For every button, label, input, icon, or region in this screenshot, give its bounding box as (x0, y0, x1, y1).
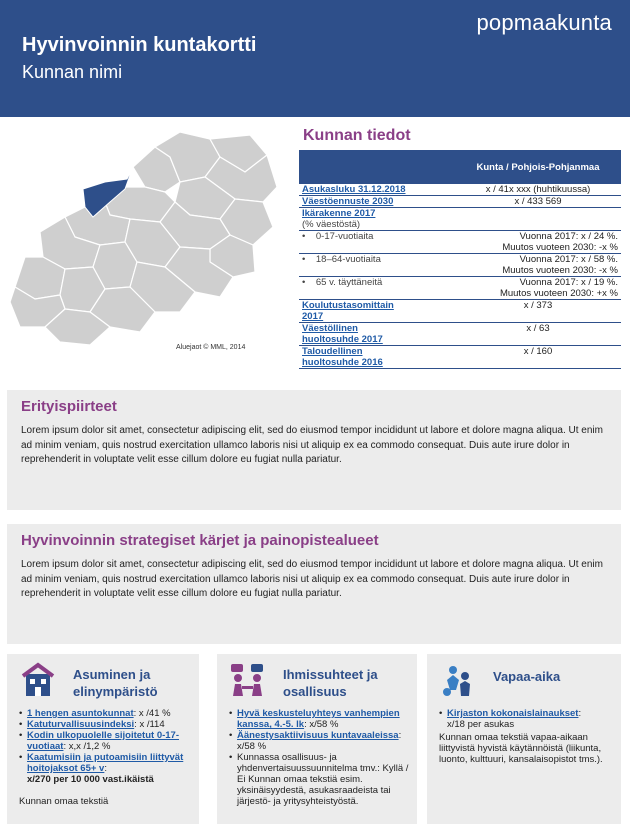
table-cell-value: Vuonna 2017: x / 58 %. (519, 254, 618, 265)
card-title-line: Asuminen ja (73, 667, 151, 682)
indicator-list (229, 708, 409, 807)
table-row (299, 346, 621, 369)
kunnan-tiedot-table (299, 150, 621, 369)
link-line: Taloudellinen (302, 346, 363, 357)
link-line: huoltosuhde 2016 (302, 357, 383, 368)
indicator-link[interactable]: Katuturvallisuusindeksi (27, 719, 135, 730)
table-cell-change: Muutos vuoteen 2030: -x % (502, 265, 618, 276)
brand-logo: popmaakunta (476, 10, 612, 35)
people-talking-icon (229, 662, 267, 700)
table-cell: x / 160 (455, 346, 621, 369)
table-cell-value: Vuonna 2017: x / 19 %. (519, 277, 618, 288)
list-item (229, 730, 409, 752)
card-title-line: Ihmissuhteet ja (283, 667, 378, 682)
strategiset-section (7, 524, 621, 644)
list-item (19, 708, 193, 719)
table-row: • 65 v. täyttäneitä Vuonna 2017: x / 19 %. Muutos vuoteen 2030: +x % (299, 277, 621, 300)
card-title (73, 666, 158, 700)
section-title: Erityispiirteet (21, 398, 117, 415)
link-line: Koulutustasomittain (302, 300, 394, 311)
indicator-value: : (104, 763, 107, 774)
table-cell-change: Muutos vuoteen 2030: +x % (499, 288, 618, 299)
vaestoennuste-link[interactable]: Väestöennuste 2030 (302, 196, 394, 207)
indicator-link[interactable]: Kaatumisiin ja putoamisiin liittyvät hoitojaksot 65+ v (27, 752, 184, 774)
list-item (439, 708, 615, 730)
indicator-link[interactable]: Kodin ulkopuolelle sijoitetut 0-17-vuotiaat (27, 730, 180, 752)
column-header: Kunta / Pohjois-Pohjanmaa (455, 150, 621, 184)
page-subtitle: Kunnan nimi (22, 62, 123, 82)
indicator-value: : (578, 708, 582, 719)
asukasluku-link[interactable]: Asukasluku 31.12.2018 (302, 184, 406, 195)
section-text: Lorem ipsum dolor sit amet, consectetur adipiscing elit, sed do eiusmod tempor incididunt ut labore et dolore magna aliqua. Ut enim ad minim veniam, quis nostrud exercitation ullamco laboris nisi ut aliquip ex ea commodo consequat. Duis aute irure dolor in reprehenderit in voluptate velit esse cillum dolore eu fugiat nulla pariatur. (21, 559, 603, 599)
list-item (229, 708, 409, 730)
indicator-value: : x,x /1,2 % (63, 741, 111, 752)
link-line: Väestöllinen (302, 323, 358, 334)
link-line: huoltosuhde 2017 (302, 334, 383, 345)
indicator-value: : x/58 % (237, 730, 402, 752)
card-note: Kunnan omaa tekstiä vapaa-aikaan liittyvistä hyvistä käytännöistä (liikunta, luonto, kulttuuri, kansalaisopistot tms.). (439, 732, 603, 765)
indicator-list (439, 708, 615, 730)
table-row (299, 323, 621, 346)
card-title (283, 666, 378, 700)
table-cell (455, 208, 621, 231)
indicator-link[interactable]: Hyvä keskusteluyhteys vanhempien kanssa, 4.-5. lk (237, 708, 400, 730)
list-item (19, 719, 193, 730)
table-row: • 18–64-vuotiaita Vuonna 2017: x / 58 %. Muutos vuoteen 2030: -x % (299, 254, 621, 277)
table-cell (455, 231, 621, 254)
koulutustaso-link[interactable] (302, 300, 394, 322)
indicator-value: : x/58 % (304, 719, 339, 730)
list-item (19, 752, 193, 785)
header-banner (0, 0, 630, 117)
table-header-row (299, 150, 621, 184)
vapaa-aika-card (427, 654, 621, 824)
indicator-link[interactable]: Kirjaston kokonaislainaukset (447, 708, 579, 719)
table-cell-value: Vuonna 2017: x / 24 %. (519, 231, 618, 242)
ikarakenne-link[interactable]: Ikärakenne 2017 (302, 208, 376, 219)
ikarakenne-note: (% väestöstä) (302, 219, 361, 230)
indicator-link[interactable]: Äänestysaktiivisuus kuntavaaleissa (237, 730, 399, 741)
kunnan-tiedot-title: Kunnan tiedot (303, 127, 411, 144)
indicator-list (19, 708, 193, 785)
indicator-value: : x /41 % (133, 708, 171, 719)
ihmissuhteet-card (217, 654, 417, 824)
table-row (299, 184, 621, 196)
card-title-line: osallisuus (283, 684, 347, 699)
indicator-value: x/270 per 10 000 vast.ikäistä (27, 774, 154, 785)
table-cell: x / 63 (455, 323, 621, 346)
indicator-value: : x /114 (134, 719, 165, 730)
table-cell (455, 254, 621, 277)
card-title: Vapaa-aika (493, 669, 561, 684)
table-cell-change: Muutos vuoteen 2030: -x % (502, 242, 618, 253)
house-icon (19, 662, 57, 700)
card-note: Kunnan omaa tekstiä (19, 796, 109, 807)
table-row (299, 300, 621, 323)
map-credit: Aluejaot © MML, 2014 (176, 344, 246, 351)
age-group-label: 0-17-vuotiaita (315, 231, 374, 242)
table-row (299, 208, 621, 231)
asuminen-card (7, 654, 199, 824)
erityispiirteet-section (7, 390, 621, 510)
age-group-label: 18–64-vuotiaita (315, 254, 381, 265)
table-row (299, 196, 621, 208)
list-item (19, 730, 193, 752)
leisure-figures-icon (439, 662, 477, 700)
card-title-line: elinympäristö (73, 684, 158, 699)
age-group-label: 65 v. täyttäneitä (315, 277, 383, 288)
list-item: • Kunnassa osallisuus- ja yhdenvertaisuussuunnitelma tmv.: Kyllä / Ei Kunnan omaa tekstiä esim. yksinäisyydestä, asukasraadeista tai järjestö- ja yritysyhteistyöstä. (229, 752, 409, 807)
table-cell: x / 41x xxx (huhtikuussa) (455, 184, 621, 196)
table-row: • 0-17-vuotiaita Vuonna 2017: x / 24 %. Muutos vuoteen 2030: -x % (299, 231, 621, 254)
table-cell: x / 433 569 (455, 196, 621, 208)
vaestollinen-huoltosuhde-link[interactable] (302, 323, 383, 345)
table-cell: x / 373 (455, 300, 621, 323)
link-line: 2017 (302, 311, 324, 322)
region-map (5, 127, 290, 355)
indicator-value: x/18 per asukas (447, 719, 515, 730)
indicator-link[interactable]: 1 hengen asuntokunnat (27, 708, 134, 719)
table-cell (455, 277, 621, 300)
section-title: Hyvinvoinnin strategiset kärjet ja painopistealueet (21, 532, 379, 549)
page-title: Hyvinvoinnin kuntakortti (22, 34, 257, 56)
section-text: Lorem ipsum dolor sit amet, consectetur adipiscing elit, sed do eiusmod tempor incididunt ut labore et dolore magna aliqua. Ut enim ad minim veniam, quis nostrud exercitation ullamco laboris nisi ut aliquip ex ea commodo consequat. Duis aute irure dolor in reprehenderit in voluptate velit esse cillum dolore eu fugiat nulla pariatur. (21, 425, 603, 465)
taloudellinen-huoltosuhde-link[interactable] (302, 346, 383, 368)
